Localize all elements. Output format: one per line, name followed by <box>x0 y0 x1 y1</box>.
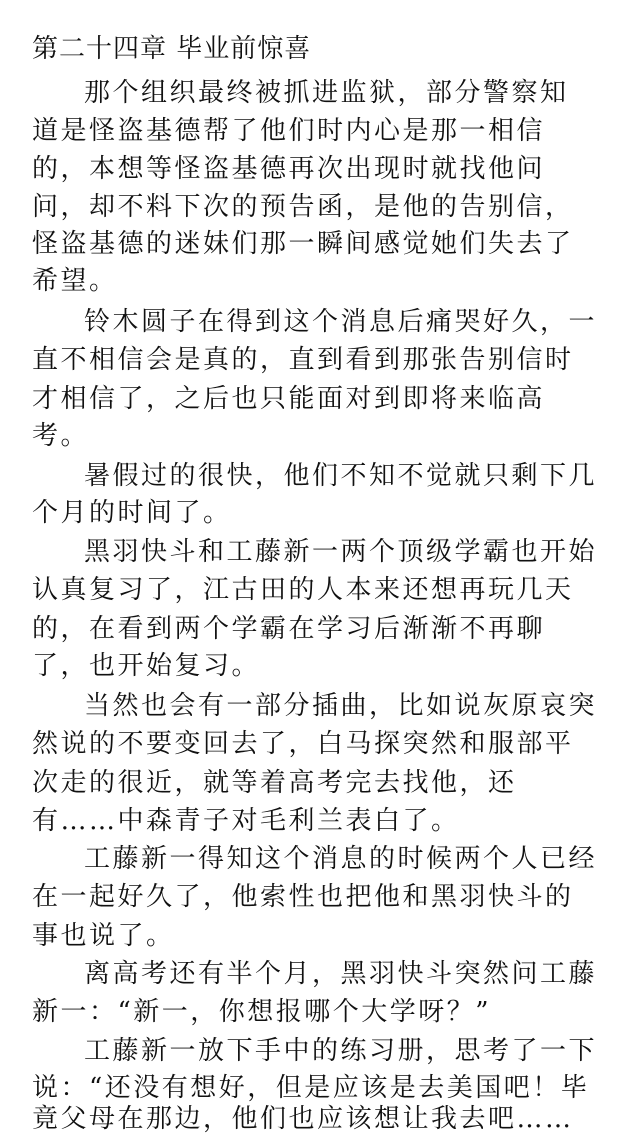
text-line: 有……中森青子对毛利兰表白了。 <box>32 806 460 836</box>
text-line: 事也说了。 <box>32 921 175 951</box>
text-line: 工藤新一放下手中的练习册，思考了一下 <box>84 1036 598 1066</box>
text-line: 说：“还没有想好，但是应该是去美国吧！毕 <box>32 1073 590 1103</box>
text-line: 个月的时间了。 <box>32 498 232 528</box>
text-line: 在一起好久了，他索性也把他和黑羽快斗的 <box>32 882 574 912</box>
text-line: 黑羽快斗和工藤新一两个顶级学霸也开始 <box>84 537 598 567</box>
text-line: 离高考还有半个月，黑羽快斗突然问工藤 <box>84 959 598 989</box>
text-line: 的，在看到两个学霸在学习后渐渐不再聊 <box>32 614 546 644</box>
text-line: 怪盗基德的迷妹们那一瞬间感觉她们失去了 <box>32 229 574 259</box>
text-line: 直不相信会是真的，直到看到那张告别信时 <box>32 345 574 375</box>
text-line: 了，也开始复习。 <box>32 651 261 681</box>
text-line: 希望。 <box>32 266 118 296</box>
text-line: 暑假过的很快，他们不知不觉就只剩下几 <box>84 461 598 491</box>
text-line: 考。 <box>32 421 90 451</box>
text-line: 那个组织最终被抓进监狱，部分警察知 <box>84 78 569 108</box>
text-line: 问，却不料下次的预告函，是他的告别信， <box>32 192 574 222</box>
text-line: 次走的很近，就等着高考完去找他，还 <box>32 768 517 798</box>
text-line: 然说的不要变回去了，白马探突然和服部平 <box>32 729 574 759</box>
text-line: 新一：“新一，你想报哪个大学呀？” <box>32 997 492 1027</box>
text-line: 铃木圆子在得到这个消息后痛哭好久，一 <box>84 307 598 337</box>
text-line: 工藤新一得知这个消息的时候两个人已经 <box>84 844 598 874</box>
text-line: 当然也会有一部分插曲，比如说灰原哀突 <box>84 691 598 721</box>
text-line: 道是怪盗基德帮了他们时内心是那一相信 <box>32 116 546 146</box>
text-line: 的，本想等怪盗基德再次出现时就找他问 <box>32 154 546 184</box>
text-line: 才相信了，之后也只能面对到即将来临高 <box>32 384 546 414</box>
text-line: 认真复习了，江古田的人本来还想再玩几天 <box>32 575 574 605</box>
chapter-title: 第二十四章 毕业前惊喜 <box>32 34 312 64</box>
text-line: 竟父母在那边，他们也应该想让我去吧…… <box>32 1104 574 1134</box>
